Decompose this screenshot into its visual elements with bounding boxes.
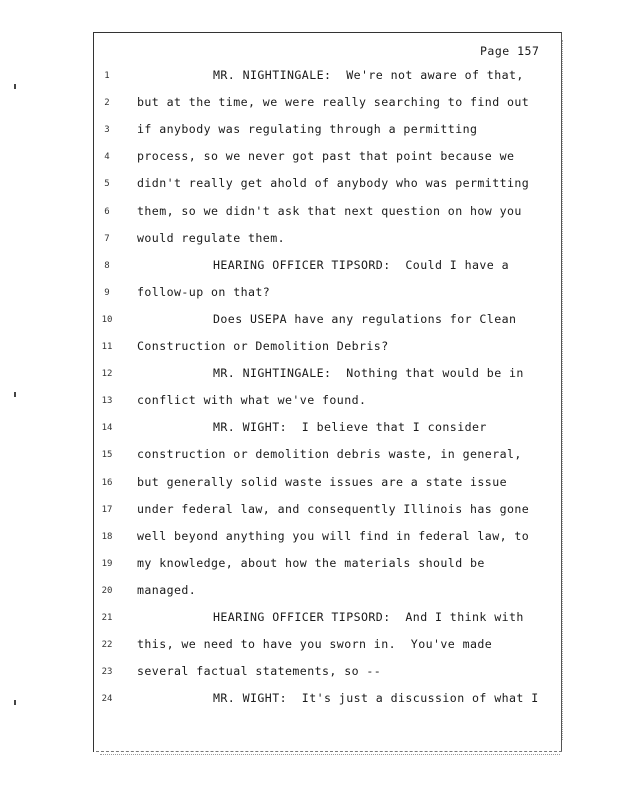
line-text: managed. xyxy=(137,582,197,597)
transcript-line xyxy=(0,285,618,305)
line-number: 8 xyxy=(104,260,110,271)
line-text: would regulate them. xyxy=(137,230,286,245)
transcript-line xyxy=(0,556,618,576)
line-text: Does USEPA have any regulations for Clean xyxy=(213,311,517,326)
transcript-line xyxy=(0,447,618,467)
line-text: MR. WIGHT: I believe that I consider xyxy=(213,420,487,435)
line-number: 7 xyxy=(104,233,110,244)
line-text: process, so we never got past that point because we xyxy=(137,149,515,164)
transcript-line xyxy=(0,176,618,196)
transcript-line xyxy=(0,393,618,413)
line-number: 2 xyxy=(104,98,110,109)
line-number: 24 xyxy=(101,694,113,705)
line-number: 11 xyxy=(101,342,113,352)
line-text: several factual statements, so -- xyxy=(137,664,382,679)
line-text: follow-up on that? xyxy=(137,284,271,299)
transcript-line xyxy=(0,637,618,657)
line-text: them, so we didn't ask that next question on how you xyxy=(137,203,522,218)
transcript-line xyxy=(0,312,618,332)
transcript-line xyxy=(0,149,618,169)
line-text: but at the time, we were really searching to find out xyxy=(137,95,530,110)
line-number: 13 xyxy=(101,396,113,407)
line-text: my knowledge, about how the materials should be xyxy=(137,555,485,570)
line-number: 12 xyxy=(101,369,113,380)
bottom-rule xyxy=(96,751,562,752)
line-text: MR. NIGHTINGALE: Nothing that would be in xyxy=(213,366,524,381)
line-number: 14 xyxy=(101,423,113,434)
transcript-line xyxy=(0,231,618,251)
line-text: construction or demolition debris waste, in general, xyxy=(137,447,522,462)
transcript-line xyxy=(0,529,618,549)
line-number: 6 xyxy=(104,206,110,217)
transcript-line xyxy=(0,122,618,142)
line-number: 4 xyxy=(104,152,110,163)
transcript-line xyxy=(0,339,618,359)
line-text: Construction or Demolition Debris? xyxy=(137,339,389,353)
line-text: MR. WIGHT: It's just a discussion of what I xyxy=(213,691,539,706)
transcript-line xyxy=(0,691,618,711)
line-text: but generally solid waste issues are a state issue xyxy=(137,474,508,489)
transcript-line xyxy=(0,475,618,495)
line-number: 22 xyxy=(101,640,113,651)
line-text: HEARING OFFICER TIPSORD: And I think with xyxy=(213,610,524,624)
line-number: 5 xyxy=(104,179,110,190)
bottom-rule-secondary xyxy=(100,754,560,755)
transcript-line xyxy=(0,583,618,603)
line-number: 18 xyxy=(101,531,113,542)
right-margin-rule xyxy=(562,40,563,740)
line-text: well beyond anything you will find in federal law, to xyxy=(137,528,530,543)
line-number: 10 xyxy=(101,314,113,325)
line-number: 1 xyxy=(104,71,110,81)
transcript-line xyxy=(0,420,618,440)
line-number: 3 xyxy=(104,125,110,136)
line-number: 16 xyxy=(101,477,113,488)
line-number: 23 xyxy=(101,667,113,678)
transcript-line xyxy=(0,366,618,386)
line-text: MR. NIGHTINGALE: We're not aware of that, xyxy=(213,68,524,82)
line-number: 9 xyxy=(104,287,110,298)
line-text: under federal law, and consequently Illinois has gone xyxy=(137,501,530,516)
line-text: HEARING OFFICER TIPSORD: Could I have a xyxy=(213,257,510,272)
line-number: 19 xyxy=(101,558,113,569)
transcript-line xyxy=(0,610,618,630)
line-number: 17 xyxy=(101,504,113,515)
transcript-line xyxy=(0,204,618,224)
transcript-line xyxy=(0,95,618,115)
transcript-line xyxy=(0,664,618,684)
line-text: if anybody was regulating through a permitting xyxy=(137,122,478,137)
transcript-line xyxy=(0,258,618,278)
line-text: didn't really get ahold of anybody who was permitting xyxy=(137,176,530,191)
line-text: this, we need to have you sworn in. You've made xyxy=(137,637,493,652)
transcript-line xyxy=(0,502,618,522)
line-number: 21 xyxy=(101,613,113,623)
line-number: 15 xyxy=(101,450,113,461)
line-text: conflict with what we've found. xyxy=(137,393,367,408)
line-number: 20 xyxy=(101,585,113,596)
transcript-line xyxy=(0,68,618,88)
page-number: Page 157 xyxy=(480,44,540,58)
